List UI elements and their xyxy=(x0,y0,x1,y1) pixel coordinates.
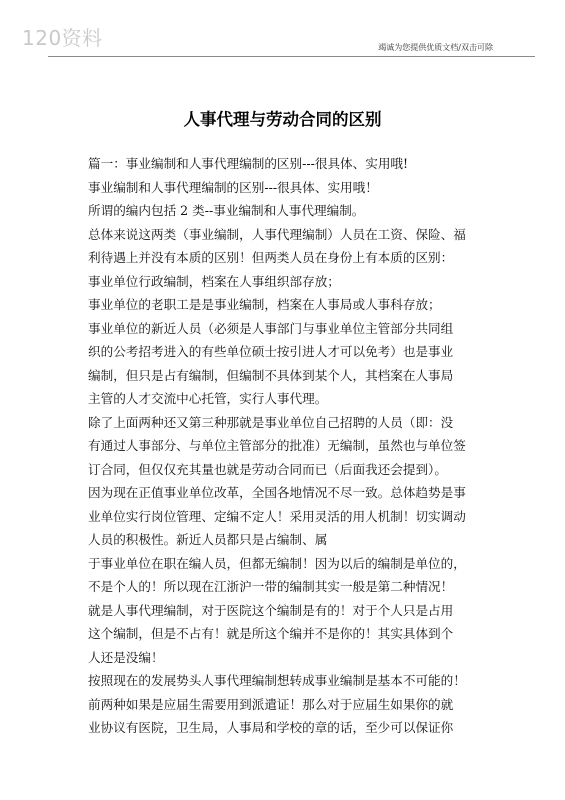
body-line: 总体来说这两类（事业编制，人事代理编制）人员在工资、保险、福 xyxy=(88,226,466,242)
body-line: 业单位实行岗位管理、定编不定人！采用灵活的用人机制！切实调动 xyxy=(88,508,466,524)
body-line: 这个编制，但是不占有！就是所这个编并不是你的！其实具体到个 xyxy=(88,626,454,641)
body-line: 业协议有医院，卫生局，人事局和学校的章的话，至少可以保证你 xyxy=(88,720,454,735)
body-line: 人还是没编！ xyxy=(88,649,164,665)
body-line: 前两种如果是应届生需要用到派遣证！那么对于应届生如果你的就 xyxy=(88,696,454,712)
body-line: 人员的积极性。新近人员都只是占编制、属 xyxy=(88,532,328,547)
body-line: 所谓的编内包括 2 类--事业编制和人事代理编制。 xyxy=(88,203,365,218)
body-line: 事业单位行政编制，档案在人事组织部存放； xyxy=(88,273,340,289)
body-line: 因为现在正值事业单位改革，全国各地情况不尽一致。总体趋势是事 xyxy=(88,485,466,500)
body-line: 利待遇上并没有本质的区别！但两类人员在身份上有本质的区别： xyxy=(88,250,454,265)
body-line: 就是人事代理编制，对于医院这个编制是有的！对于个人只是占用 xyxy=(88,602,454,618)
body-line: 织的公考招考进入的有些单位硕士按引进人才可以免考）也是事业 xyxy=(88,344,454,359)
body-line: 不是个人的！所以现在江浙沪一带的编制其实一般是第二种情况！ xyxy=(88,579,454,594)
body-line: 事业单位的老职工是是事业编制，档案在人事局或人事科存放； xyxy=(88,297,441,312)
header-divider xyxy=(48,56,535,57)
body-line: 按照现在的发展势头人事代理编制想转成事业编制是基本不可能的！ xyxy=(88,673,466,688)
body-line: 事业编制和人事代理编制的区别---很具体、实用哦！ xyxy=(88,179,378,195)
body-line: 事业单位的新近人员（必须是人事部门与事业单位主管部分共同组 xyxy=(88,320,454,336)
document-body xyxy=(88,152,498,740)
body-line: 于事业单位在职在编人员，但都无编制！因为以后的编制是单位的， xyxy=(88,555,466,571)
document-title: 人事代理与劳动合同的区别 xyxy=(183,110,382,129)
body-line: 有通过人事部分、与单位主管部分的批准）无编制，虽然也与单位签 xyxy=(88,438,466,453)
body-line: 篇一：事业编制和人事代理编制的区别---很具体、实用哦! xyxy=(88,156,409,171)
header-note: 竭诚为您提供优质文档/双击可除 xyxy=(378,43,493,52)
watermark-logo: 120资料 xyxy=(22,26,103,50)
body-line: 订合同，但仅仅充其量也就是劳动合同而已（后面我还会提到）。 xyxy=(88,461,447,477)
body-line: 除了上面两种还又第三种那就是事业单位自己招聘的人员（即：没 xyxy=(88,414,454,430)
body-line: 主管的人才交流中心托管，实行人事代理。 xyxy=(88,391,328,406)
body-line: 编制，但只是占有编制，但编制不具体到某个人，其档案在人事局 xyxy=(88,367,454,383)
